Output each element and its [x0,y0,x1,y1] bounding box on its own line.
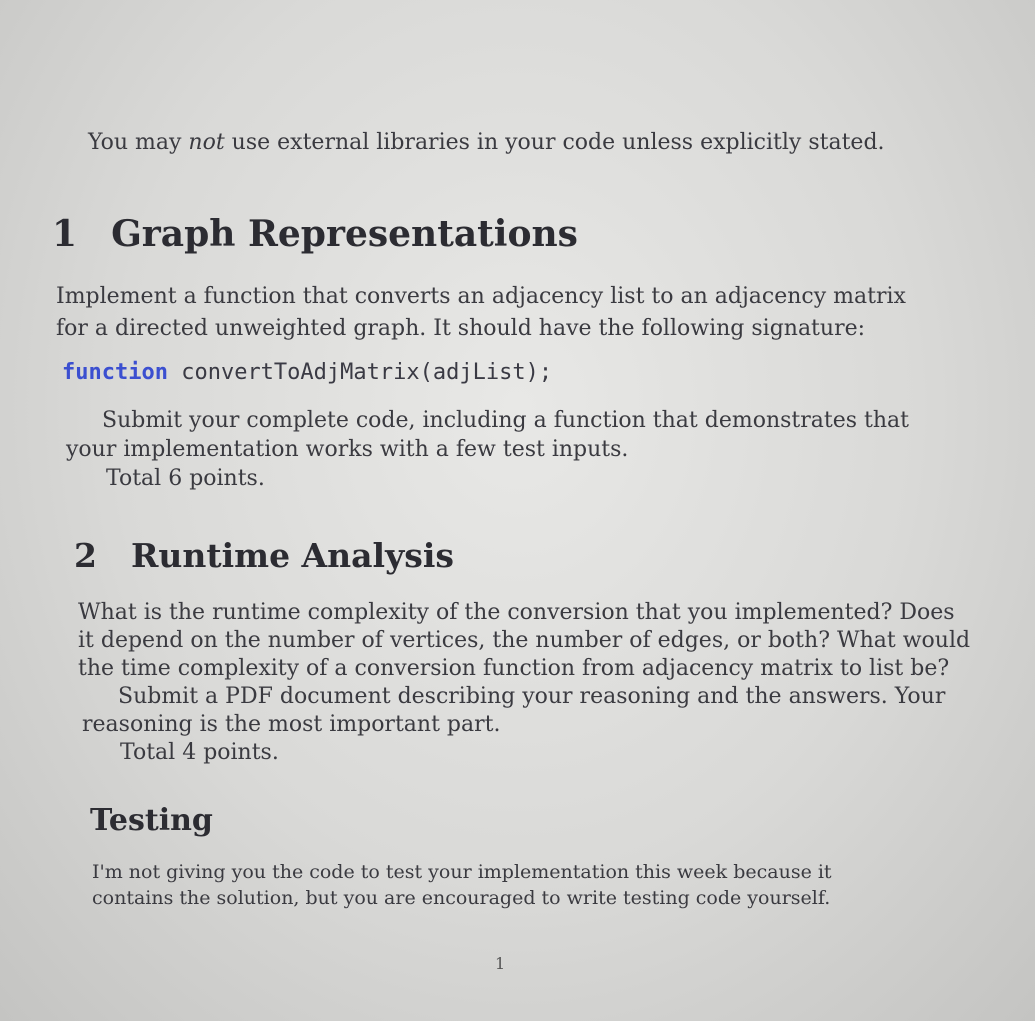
section1-points: Total 6 points. [106,466,265,491]
section1-submit-line2: your implementation works with a few test inputs. [66,437,629,462]
section1-para-line2: for a directed unweighted graph. It should have the following signature: [56,316,866,341]
section1-heading [52,213,578,255]
intro-before: You may [88,130,189,155]
section1-number: 1 [52,213,78,255]
section1-title: Graph Representations [111,213,578,255]
section1-para-line1: Implement a function that converts an adjacency list to an adjacency matrix [56,284,906,309]
section2-heading [74,536,454,575]
intro-line [88,130,885,155]
section2-number: 2 [74,536,97,575]
code-signature [62,360,552,385]
section2-line1: What is the runtime complexity of the conversion that you implemented? Does [78,600,955,625]
testing-heading: Testing [90,803,213,838]
testing-line2: contains the solution, but you are encouraged to write testing code yourself. [92,887,831,909]
section2-submit-line2: reasoning is the most important part. [82,712,501,737]
intro-after: use external libraries in your code unless explicitly stated. [224,130,885,155]
page-number: 1 [495,954,506,973]
section1-submit-line1: Submit your complete code, including a function that demonstrates that [102,408,909,433]
intro-emphasis: not [188,130,225,155]
code-keyword: function [62,360,168,385]
section2-line2: it depend on the number of vertices, the number of edges, or both? What would [78,628,971,653]
testing-line1: I'm not giving you the code to test your implementation this week because it [92,861,832,883]
section2-points: Total 4 points. [120,740,279,765]
code-rest: convertToAdjMatrix(adjList); [167,360,553,385]
section2-title: Runtime Analysis [130,536,454,575]
section2-submit-line1: Submit a PDF document describing your reasoning and the answers. Your [118,684,946,709]
section2-line3: the time complexity of a conversion function from adjacency matrix to list be? [78,656,950,681]
